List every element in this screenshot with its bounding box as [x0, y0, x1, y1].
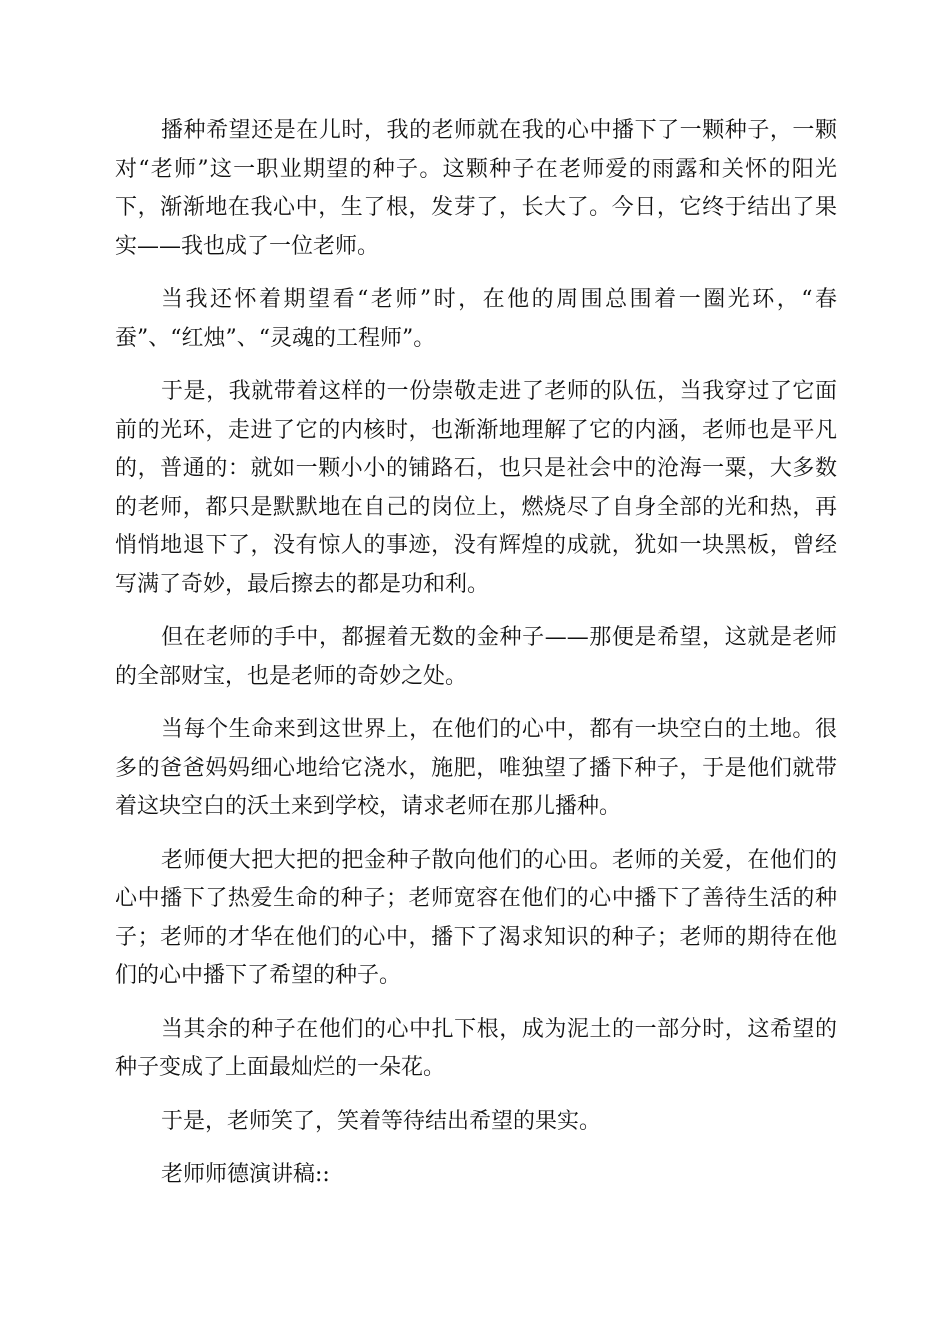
- paragraph-8: 于是，老师笑了，笑着等待结出希望的果实。: [161, 1108, 602, 1134]
- document-page: [115, 112, 837, 1210]
- paragraph-1: 播种希望还是在儿时，我的老师就在我的心中播下了一颗种子，一颗对“老师”这一职业期望的种子。这颗种子在老师爱的雨露和关怀的阳光下，渐渐地在我心中，生了根，发芽了，长大了。今日，它终于结出了果实——我也成了一位老师。: [115, 118, 837, 259]
- paragraph-4: 但在老师的手中，都握着无数的金种子——那便是希望，这就是老师的全部财宝，也是老师的奇妙之处。: [115, 625, 837, 689]
- paragraph-5: 当每个生命来到这世界上，在他们的心中，都有一块空白的土地。很多的爸爸妈妈细心地给它浇水，施肥，唯独望了播下种子，于是他们就带着这块空白的沃土来到学校，请求老师在那儿播种。: [115, 717, 837, 819]
- paragraph-3: 于是，我就带着这样的一份崇敬走进了老师的队伍，当我穿过了它面前的光环，走进了它的内核时，也渐渐地理解了它的内涵，老师也是平凡的，普通的：就如一颗小小的铺路石，也只是社会中的沧海一粟，大多数的老师，都只是默默地在自己的岗位上，燃烧尽了自身全部的光和热，再悄悄地退下了，没有惊人的事迹，没有辉煌的成就，犹如一块黑板，曾经写满了奇妙，最后擦去的都是功和利。: [115, 379, 837, 597]
- paragraph-7: 当其余的种子在他们的心中扎下根，成为泥土的一部分时，这希望的种子变成了上面最灿烂的一朵花。: [115, 1016, 837, 1080]
- paragraph-2: 当我还怀着期望看“老师”时，在他的周围总围着一圈光环，“春蚕”、“红烛”、“灵魂的工程师”。: [115, 287, 837, 351]
- paragraph-6: 老师便大把大把的把金种子散向他们的心田。老师的关爱，在他们的心中播下了热爱生命的种子；老师宽容在他们的心中播下了善待生活的种子；老师的才华在他们的心中，播下了渴求知识的种子；老师的期待在他们的心中播下了希望的种子。: [115, 847, 837, 988]
- paragraph-9: 老师师德演讲稿::: [161, 1162, 330, 1187]
